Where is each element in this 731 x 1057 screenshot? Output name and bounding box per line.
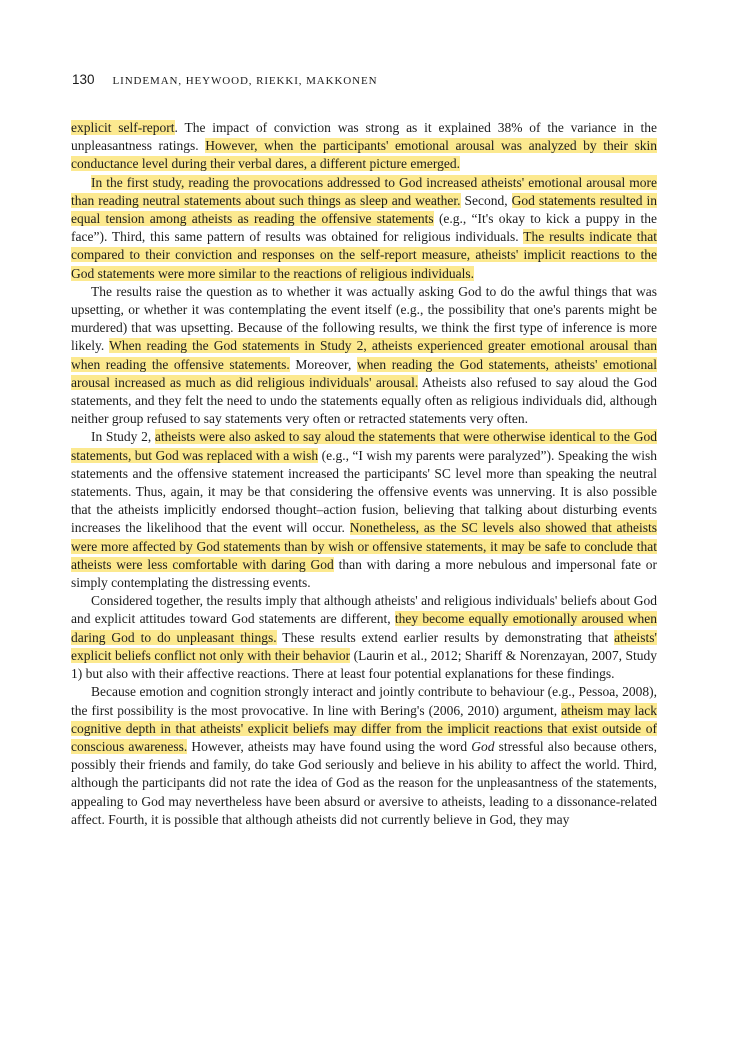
paragraph <box>71 683 657 829</box>
highlighted-text: The results indicate that compared to their conviction and responses on the self-report measure, atheists' implicit reactions to the God statements were more similar to the reactions of religious individuals. <box>71 229 657 281</box>
text-run: Because emotion and cognition strongly interact and jointly contribute to behaviour (e.g., Pessoa, 2008), the first possibility is the most provocative. In line with Bering's (2006, 2010) argument, <box>71 684 657 718</box>
text-run: These results extend earlier results by demonstrating that <box>276 629 615 645</box>
highlighted-text: When reading the God statements in Study 2, atheists experienced greater emotional arousal than when reading the offensive statements. <box>71 338 657 372</box>
text-run: Atheists also refused to say aloud the God statements, and they felt the need to undo the statements equally often as religious individuals did, although neither group refused to say statements very often or retracted statements very often. <box>71 374 657 427</box>
text-run: Second, <box>460 192 512 208</box>
text-run: stressful also because others, possibly their friends and family, do take God seriously and believe in his ability to affect the world. Third, although the participants did not rate the idea of God as the reason for the unpleasantness of the statements, appealing to God may nevertheless have been absurd or aversive to atheists, leading to a dissonance-related affect. Fourth, it is possible that although atheists did not currently believe in God, they may <box>71 738 657 827</box>
page-header <box>72 71 662 93</box>
text-run: Moreover, <box>289 356 357 372</box>
highlighted-text: atheists were also asked to say aloud the statements that were otherwise identical to the God statements, but God was replaced with a wish <box>71 429 657 463</box>
highlighted-text: they become equally emotionally aroused when daring God to do unpleasant things. <box>71 611 658 645</box>
text-run: However, atheists may have found using the word <box>187 738 472 754</box>
highlighted-text: Nonetheless, as the SC levels also showed that atheists were more affected by God statements than by wish or offensive statements, it may be safe to conclude that atheists were less comfortable with daring God <box>71 520 657 572</box>
text-run: In Study 2, <box>91 429 155 445</box>
highlighted-text: when reading the God statements, atheists' emotional arousal increased as much as did religious individuals' arousal. <box>71 356 657 390</box>
article-body <box>71 119 657 829</box>
text-run: Considered together, the results imply that although atheists' and religious individuals' beliefs about God and explicit attitudes toward God statements are different, <box>71 593 657 627</box>
paragraph <box>71 592 657 683</box>
text-run: (Laurin et al., 2012; Shariff & Norenzayan, 2007, Study 1) but also with their affective reactions. There at least four potential explanations for these findings. <box>71 647 657 682</box>
highlighted-text: atheism may lack cognitive depth in that atheists' explicit beliefs may differ from the implicit reactions that exist outside of conscious awareness. <box>71 702 658 754</box>
paragraph <box>71 283 657 429</box>
highlighted-text: However, when the participants' emotional arousal was analyzed by their skin conductance level during their verbal dares, a different picture emerged. <box>71 138 657 172</box>
page-number: 130 <box>72 72 95 87</box>
running-head: LINDEMAN, HEYWOOD, RIEKKI, MAKKONEN <box>112 75 378 87</box>
text-run: (e.g., “I wish my parents were paralyzed”). Speaking the wish statements and the offensive statement increased the participants' SC level more than speaking the neutral statements. Thus, again, it may be that considering the offensive events was unnerving. It is also possible that the atheists implicitly endorsed thought–action fusion, believing that talking about disturbing events increases the likelihood that the event will occur. <box>71 447 657 536</box>
text-run: . The impact of conviction was strong as it explained 38% of the variance in the unpleasantness ratings. <box>71 120 657 154</box>
text-run: The results raise the question as to whether it was actually asking God to do the awful things that was upsetting, or whether it was contemplating the event itself (e.g., the possibility that one's parents might be murdered) that was upsetting. Because of the following results, we think the first type of inference is more likely. <box>71 283 657 354</box>
text-run: God <box>471 738 495 754</box>
paragraph <box>71 119 657 174</box>
highlighted-text: God statements resulted in equal tension among atheists as reading the offensive statements <box>71 192 657 227</box>
highlighted-text: atheists' explicit beliefs conflict not only with their behavior <box>71 629 657 663</box>
highlighted-text: explicit self-report <box>71 120 175 135</box>
text-run: (e.g., “It's okay to kick a puppy in the face”). Third, this same pattern of results was obtained for religious individuals. <box>71 211 657 245</box>
paragraph <box>71 428 657 592</box>
text-run: than with daring a more nebulous and impersonal fate or simply contemplating the distressing events. <box>71 556 657 591</box>
highlighted-text: In the first study, reading the provocations addressed to God increased atheists' emotional arousal more than reading neutral statements about such things as sleep and weather. <box>71 174 657 208</box>
paragraph <box>71 174 657 283</box>
